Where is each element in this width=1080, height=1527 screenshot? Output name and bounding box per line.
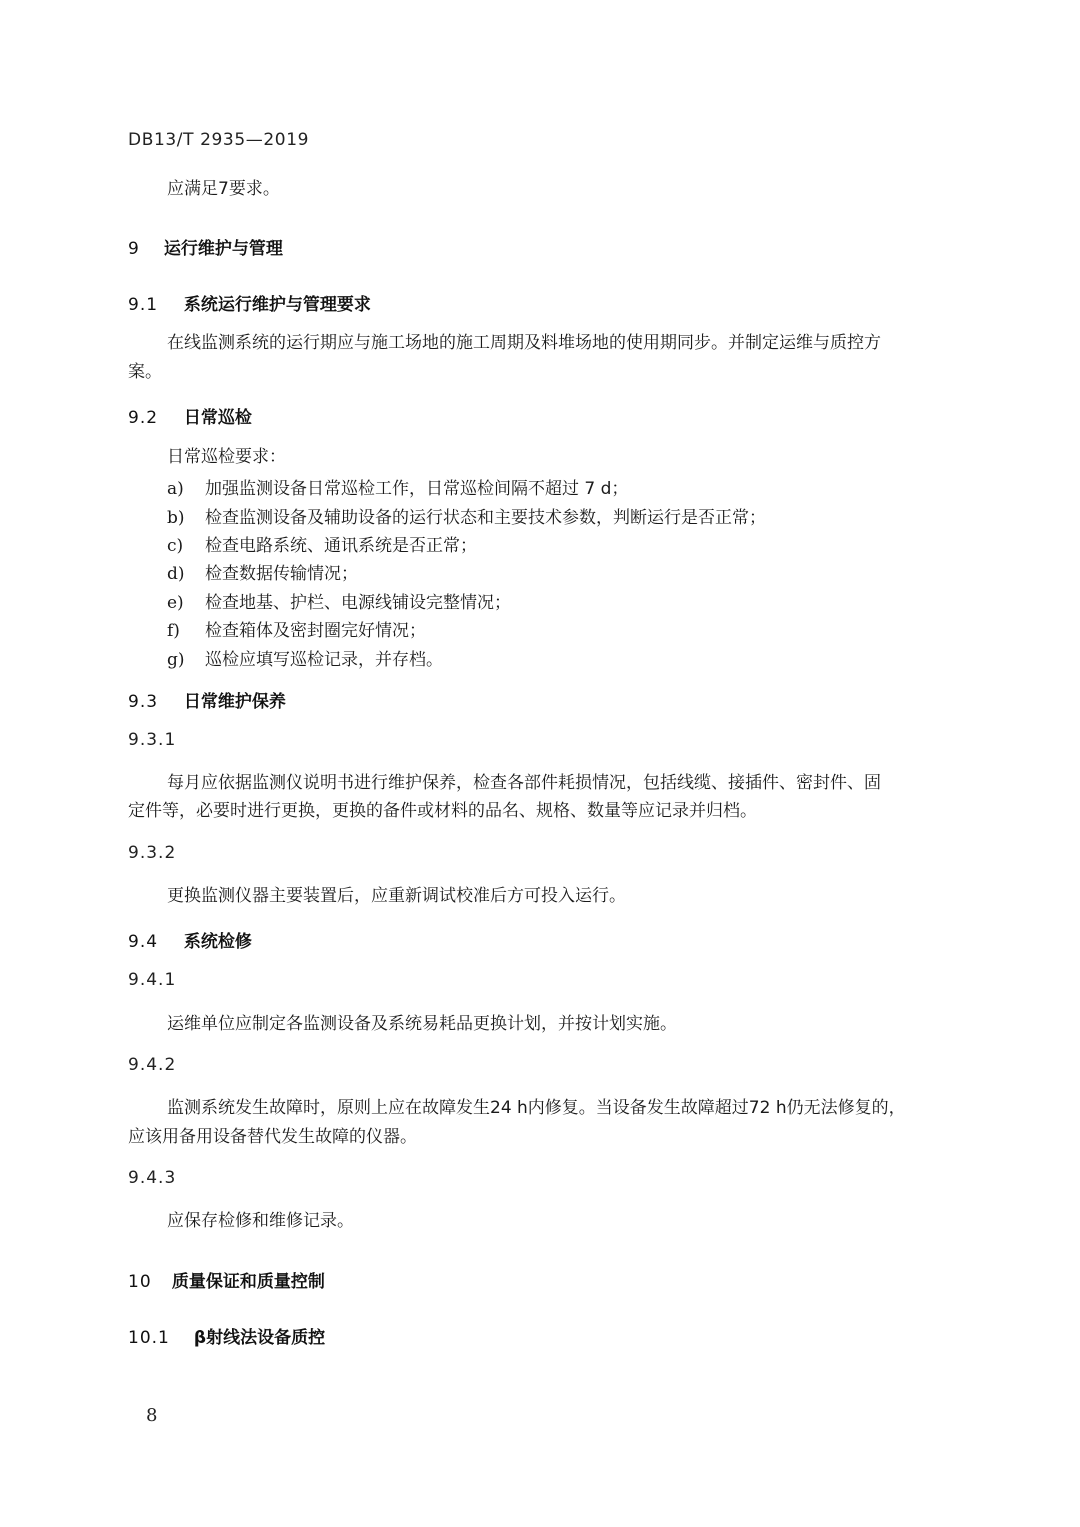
section-9-4-3-paragraph: 应保存检修和维修记录。 (167, 1211, 354, 1231)
section-10-1-heading (128, 1323, 325, 1348)
section-9-1-paragraph-line1: 在线监测系统的运行期应与施工场地的施工周期及料堆场地的使用期同步。并制定运维与质控方 (167, 333, 881, 353)
list-item (167, 588, 511, 613)
section-9-3-heading (128, 687, 286, 712)
list-item-text: 巡检应填写巡检记录，并存档。 (205, 650, 443, 670)
section-9-3-1-number: 9.3.1 (128, 730, 177, 750)
section-9-number: 9 (128, 239, 140, 259)
section-9-3-number: 9.3 (128, 692, 159, 712)
list-marker: b) (167, 508, 185, 528)
document-code: DB13/T 2935—2019 (128, 130, 310, 150)
section-9-4-title: 系统检修 (183, 932, 252, 952)
section-9-3-2-number: 9.3.2 (128, 843, 177, 863)
section-9-4-1-paragraph: 运维单位应制定各监测设备及系统易耗品更换计划，并按计划实施。 (167, 1014, 677, 1034)
list-marker: e) (167, 593, 184, 613)
section-9-2-title: 日常巡检 (183, 408, 252, 428)
section-10-heading (128, 1267, 325, 1292)
section-9-1-paragraph-line2: 案。 (128, 362, 162, 382)
section-9-3-title: 日常维护保养 (183, 692, 286, 712)
section-10-title: 质量保证和质量控制 (171, 1272, 325, 1292)
list-item-text: 检查箱体及密封圈完好情况； (205, 621, 426, 641)
section-9-1-number: 9.1 (128, 295, 159, 315)
section-9-1-title: 系统运行维护与管理要求 (183, 295, 371, 315)
section-10-1-number: 10.1 (128, 1328, 170, 1348)
section-9-3-2-paragraph: 更换监测仪器主要装置后，应重新调试校准后方可投入运行。 (167, 886, 626, 906)
section-9-title: 运行维护与管理 (163, 239, 283, 259)
list-item (167, 531, 477, 556)
section-9-4-2-paragraph-line2: 应该用备用设备替代发生故障的仪器。 (128, 1127, 417, 1147)
section-9-2-number: 9.2 (128, 408, 159, 428)
list-item (167, 559, 358, 584)
section-9-4-2-number: 9.4.2 (128, 1055, 177, 1075)
section-9-4-2-paragraph-line1: 监测系统发生故障时，原则上应在故障发生24 h内修复。当设备发生故障超过72 h仍无法修复的， (167, 1098, 906, 1118)
page-number: 8 (146, 1405, 158, 1426)
section-9-2-heading (128, 403, 252, 428)
list-item-text: 检查电路系统、通讯系统是否正常； (205, 536, 477, 556)
section-9-4-3-number: 9.4.3 (128, 1168, 177, 1188)
list-item-text: 加强监测设备日常巡检工作，日常巡检间隔不超过 7 d； (205, 479, 629, 499)
list-item-text: 检查数据传输情况； (205, 564, 358, 584)
section-9-4-heading (128, 927, 252, 952)
section-9-4-number: 9.4 (128, 932, 159, 952)
list-marker: f) (167, 621, 180, 641)
list-marker: c) (167, 536, 184, 556)
list-marker: g) (167, 650, 185, 670)
list-item (167, 474, 628, 499)
section-9-2-lead: 日常巡检要求： (167, 447, 286, 467)
list-marker: a) (167, 479, 184, 499)
section-10-1-title: β射线法设备质控 (193, 1328, 326, 1348)
section-9-3-1-paragraph-line2: 定件等，必要时进行更换，更换的备件或材料的品名、规格、数量等应记录并归档。 (128, 801, 757, 821)
section-9-3-1-paragraph-line1: 每月应依据监测仪说明书进行维护保养，检查各部件耗损情况，包括线缆、接插件、密封件、固 (167, 773, 881, 793)
section-10-number: 10 (128, 1272, 152, 1292)
list-item (167, 503, 766, 528)
list-item-text: 检查地基、护栏、电源线铺设完整情况； (205, 593, 511, 613)
list-item (167, 645, 443, 670)
section-9-4-1-number: 9.4.1 (128, 970, 177, 990)
list-item-text: 检查监测设备及辅助设备的运行状态和主要技术参数，判断运行是否正常； (205, 508, 766, 528)
section-9-heading (128, 234, 283, 259)
list-item (167, 616, 426, 641)
intro-paragraph: 应满足7要求。 (167, 179, 280, 199)
list-marker: d) (167, 564, 185, 584)
section-9-1-heading (128, 290, 371, 315)
